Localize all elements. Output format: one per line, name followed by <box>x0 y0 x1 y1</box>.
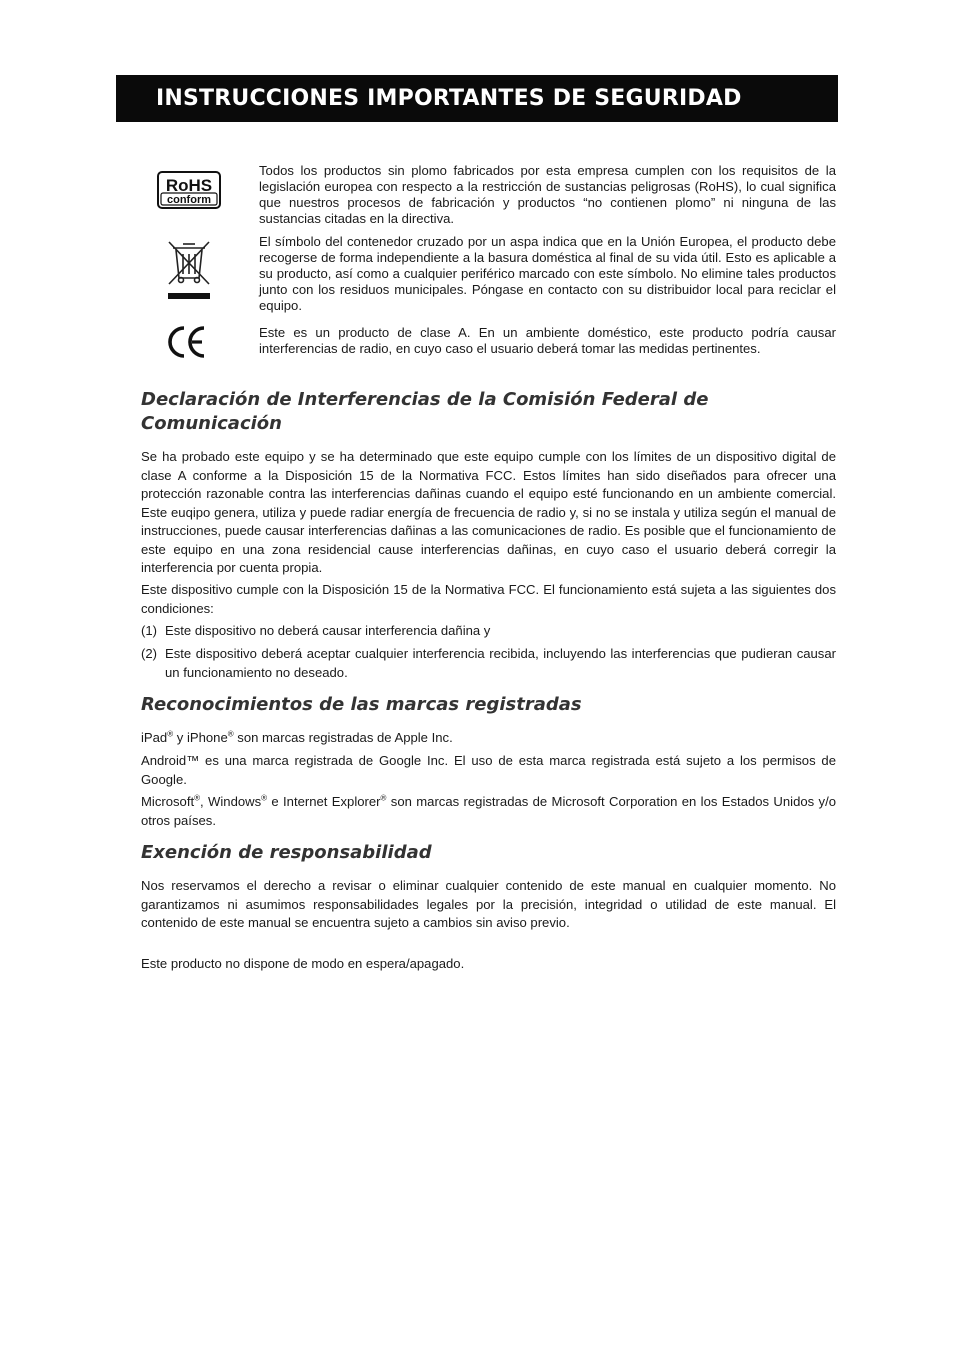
trademark-microsoft: Microsoft®, Windows® e Internet Explorer® son marcas registradas de Microsoft Corporation en los Estados Unidos y/o otros países. <box>141 793 836 828</box>
disclaimer-heading: Exención de responsabilidad <box>141 842 432 863</box>
weee-statement: El símbolo del contenedor cruzado por un aspa indica que en la Unión Europea, el producto debe recogerse de forma independiente a la basura doméstica al final de su vida útil. Esto es aplicable a su producto, así como a cualquier periférico marcado con este símbolo. No elimine tales productos junto con los residuos municipales. Póngase en contacto con su distribuidor local para reciclar el equipo. <box>259 234 836 313</box>
fcc-paragraph-2: Este dispositivo cumple con la Disposición 15 de la Normativa FCC. El funcionamiento está sujeta a las siguientes dos condiciones: <box>141 582 836 616</box>
trademark-android: Android™ es una marca registrada de Google Inc. El uso de esta marca registrada está sujeto a los permisos de Google. <box>141 753 836 787</box>
ce-statement: Este es un producto de clase A. En un ambiente doméstico, este producto podría causar interferencias de radio, en cuyo caso el usuario deberá tomar las medidas pertinentes. <box>259 325 836 356</box>
ce-mark-logo <box>167 325 209 359</box>
page-title-bar <box>116 75 838 122</box>
fcc-paragraph-1: Se ha probado este equipo y se ha determinado que este equipo cumple con los límites de un dispositivo digital de clase A conforme a la Disposición 15 de la Normativa FCC. Estos límites han sido diseñados para ofrecer una protección razonable contra las interferencias dañinas cuando el equipo esté funcionando en un ambiente comercial. Este euqipo genera, utiliza y puede radiar energía de frecuencia de radio y, si no se instala y utiliza según el manual de instrucciones, puede causar interferencias dañinas a las comunicaciones de radio. Es posible que el funcionamiento de este equipo en una zona residencial cause interferencias dañinas, en cuyo caso el usuario deberá corregir la interferencia por cuenta propia. <box>141 449 836 575</box>
rohs-logo-text: RoHS <box>165 176 213 195</box>
fcc-heading: Declaración de Interferencias de la Comisión Federal de Comunicación <box>141 389 709 434</box>
condition-number: (1) <box>141 623 158 638</box>
rohs-conform-logo <box>157 171 221 209</box>
rohs-logo-subtext: conform <box>167 194 211 206</box>
page-title: INSTRUCCIONES IMPORTANTES DE SEGURIDAD <box>156 86 742 111</box>
trademark-apple: iPad® y iPhone® son marcas registradas de Apple Inc. <box>141 729 453 745</box>
rohs-statement: Todos los productos sin plomo fabricados por esta empresa cumplen con los requisitos de la legislación europea con respecto a la restricción de sustancias peligrosas (RoHS), lo cual significa que nuestros procesos de fabricación y productos “no contienen plomo” ni ninguna de las sustancias citadas en la directiva. <box>259 163 836 226</box>
condition-text: Este dispositivo no deberá causar interferencia dañina y <box>165 623 491 638</box>
crossed-out-wheeled-bin-icon <box>165 238 213 302</box>
condition-number: (2) <box>141 646 158 661</box>
disclaimer-paragraph: Nos reservamos el derecho a revisar o eliminar cualquier contenido de este manual en cualquier momento. No garantizamos ni asumimos responsabilidades legales por la precisión, integridad o utilidad de este manual. El contenido de este manual se encuentra sujeto a cambios sin aviso previo. <box>141 878 836 930</box>
condition-text: Este dispositivo deberá aceptar cualquier interferencia recibida, incluyendo las interferencias que pudieran causar un funcionamiento no deseado. <box>165 646 836 680</box>
standby-notice: Este producto no dispone de modo en espera/apagado. <box>141 956 465 971</box>
trademarks-heading: Reconocimientos de las marcas registradas <box>141 694 582 715</box>
